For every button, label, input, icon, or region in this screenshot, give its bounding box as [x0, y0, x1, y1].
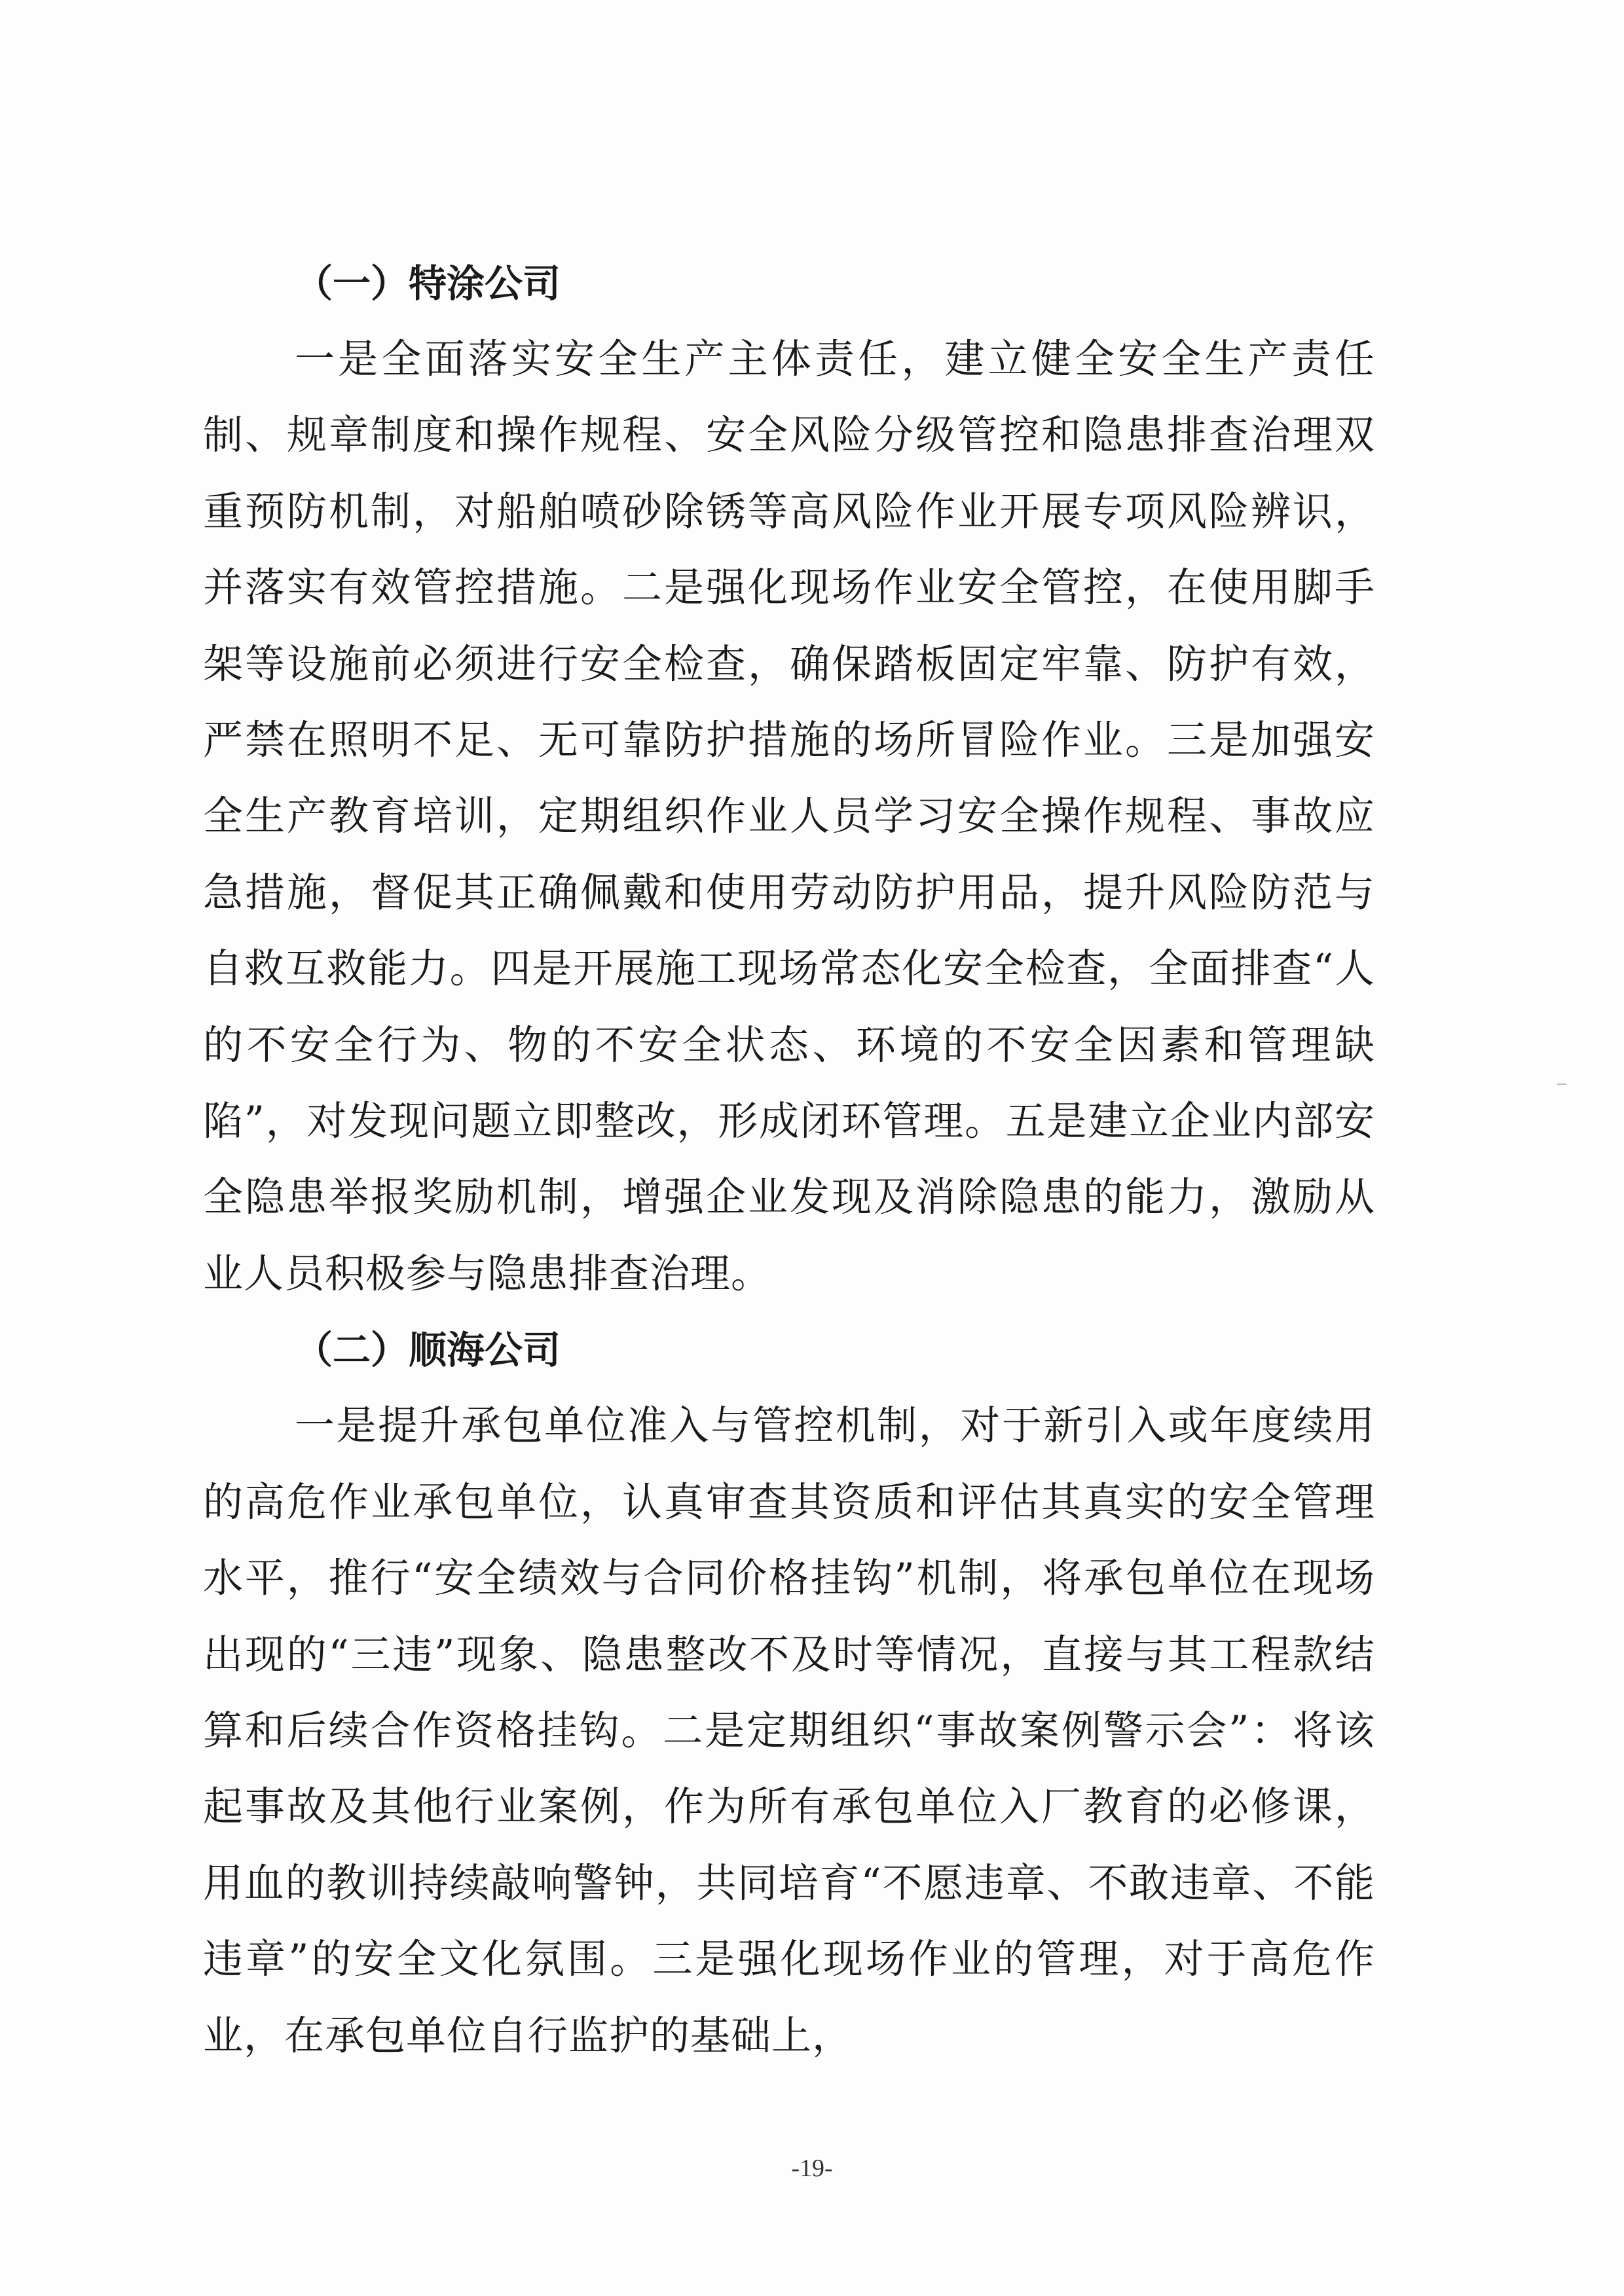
document-body: [203, 246, 1375, 2074]
scan-mark: [1557, 1084, 1566, 1085]
section-paragraph-shunhai-company: 一是提升承包单位准入与管控机制，对于新引入或年度续用的高危作业承包单位，认真审查其资质和评估其真实的安全管理水平，推行“安全绩效与合同价格挂钩”机制，将承包单位在现场出现的“三违”现象、隐患整改不及时等情况，直接与其工程款结算和后续合作资格挂钩。二是定期组织“事故案例警示会”：将该起事故及其他行业案例，作为所有承包单位入厂教育的必修课，用血的教训持续敲响警钟，共同培育“不愿违章、不敢违章、不能违章”的安全文化氛围。三是强化现场作业的管理，对于高危作业，在承包单位自行监护的基础上，: [203, 1402, 1375, 2059]
page-number: -19-: [791, 2155, 833, 2182]
section-heading-shunhai-company: （二）顺海公司: [295, 1328, 561, 1373]
section-paragraph-tetu-company: 一是全面落实安全生产主体责任，建立健全安全生产责任制、规章制度和操作规程、安全风险分级管控和隐患排查治理双重预防机制，对船舶喷砂除锈等高风险作业开展专项风险辨识，并落实有效管控措施。二是强化现场作业安全管控，在使用脚手架等设施前必须进行安全检查，确保踏板固定牢靠、防护有效，严禁在照明不足、无可靠防护措施的场所冒险作业。三是加强安全生产教育培训，定期组织作业人员学习安全操作规程、事故应急措施，督促其正确佩戴和使用劳动防护用品，提升风险防范与自救互救能力。四是开展施工现场常态化安全检查，全面排查“人的不安全行为、物的不安全状态、环境的不安全因素和管理缺陷”，对发现问题立即整改，形成闭环管理。五是建立企业内部安全隐患举报奖励机制，增强企业发现及消除隐患的能力，激励从业人员积极参与隐患排查治理。: [203, 336, 1375, 1297]
section-heading-tetu-company: （一）特涂公司: [295, 261, 561, 306]
